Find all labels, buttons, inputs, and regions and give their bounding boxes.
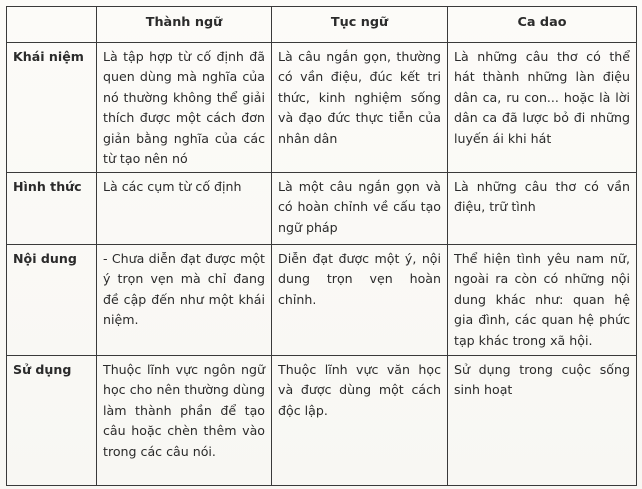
table-cell: Là những câu thơ có vần điệu, trữ tình [448, 172, 637, 244]
row-header-hinh-thuc: Hình thức [7, 172, 97, 244]
table-row [7, 355, 637, 485]
table-cell: Thuộc lĩnh vực văn học và được dùng một cách độc lập. [272, 355, 448, 485]
table-cell: Là câu ngắn gọn, thường có vần điệu, đúc kết tri thức, kinh nghiệm sống và đạo đức thực tiễn của nhân dân [272, 42, 448, 172]
table-row [7, 244, 637, 355]
column-header-ca-dao: Ca dao [448, 7, 637, 43]
table-cell: Thuộc lĩnh vực ngôn ngữ học cho nên thường dùng làm thành phần để tạo câu hoặc chèn thêm vào trong các câu nói. [97, 355, 272, 485]
table-row [7, 42, 637, 172]
table-cell: Là những câu thơ có thể hát thành những làn điệu dân ca, ru con... hoặc là lời dân ca đã lược bỏ đi những luyến ái khi hát [448, 42, 637, 172]
row-header-su-dung: Sử dụng [7, 355, 97, 485]
corner-cell [7, 7, 97, 43]
column-header-tuc-ngu: Tục ngữ [272, 7, 448, 43]
table-header-row [7, 7, 637, 43]
table-cell: Là các cụm từ cố định [97, 172, 272, 244]
table-cell: Diễn đạt được một ý, nội dung trọn vẹn hoàn chỉnh. [272, 244, 448, 355]
table-cell: Sử dụng trong cuộc sống sinh hoạt [448, 355, 637, 485]
column-header-thanh-ngu: Thành ngữ [97, 7, 272, 43]
table-cell: Là một câu ngắn gọn và có hoàn chỉnh về cấu tạo ngữ pháp [272, 172, 448, 244]
row-header-khai-niem: Khái niệm [7, 42, 97, 172]
table-cell: Thể hiện tình yêu nam nữ, ngoài ra còn có những nội dung khác như: quan hệ gia đình, các quan hệ phức tạp khác trong xã hội. [448, 244, 637, 355]
table-row [7, 172, 637, 244]
comparison-table [6, 6, 637, 486]
row-header-noi-dung: Nội dung [7, 244, 97, 355]
table-cell: Là tập hợp từ cố định đã quen dùng mà nghĩa của nó thường không thể giải thích được một cách đơn giản bằng nghĩa của các từ tạo nên nó [97, 42, 272, 172]
table-cell: - Chưa diễn đạt được một ý trọn vẹn mà chỉ đang đề cập đến như một khái niệm. [97, 244, 272, 355]
